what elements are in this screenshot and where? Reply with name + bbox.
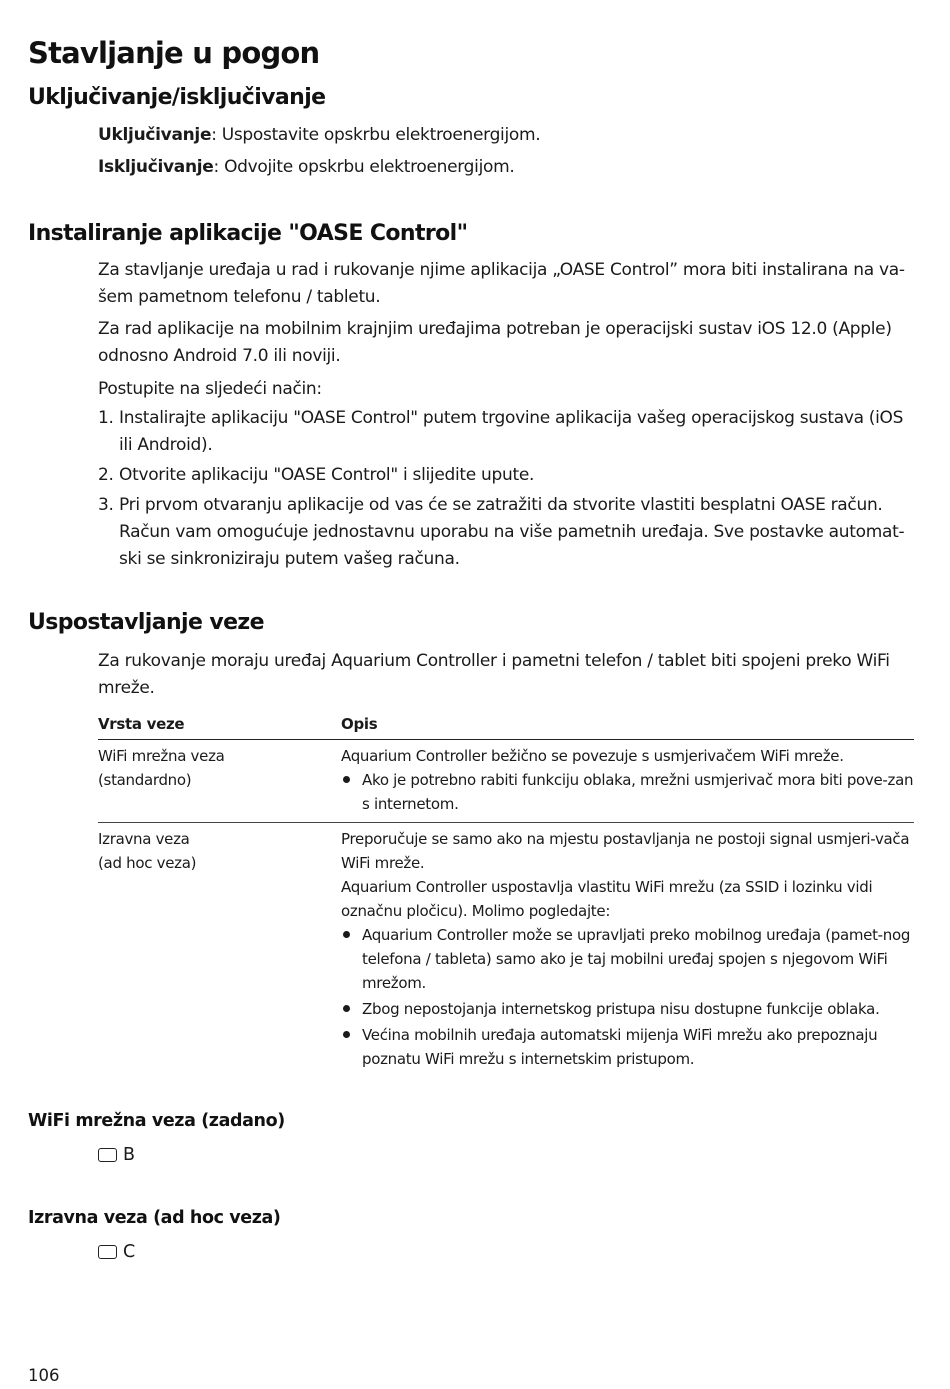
onoff-off-paragraph: [98, 154, 913, 181]
connection-description-cell: [341, 740, 914, 823]
connection-bullets: [341, 768, 914, 816]
figure-reference-icon: [98, 1148, 117, 1162]
page-number: 106: [28, 1366, 60, 1385]
connection-type-name: WiFi mrežna veza: [98, 747, 225, 765]
on-text: : Uspostavite opskrbu elektroenergijom.: [211, 125, 541, 145]
connection-type-note: (ad hoc veza): [98, 854, 197, 872]
onoff-heading: Uključivanje/isključivanje: [28, 85, 326, 110]
app-heading: Instaliranje aplikacije "OASE Control": [28, 221, 468, 246]
on-label: Uključivanje: [98, 125, 212, 145]
app-paragraph-1: Za stavljanje uređaja u rad i rukovanje njime aplikacija „OASE Control” mora biti instalirana na va-šem pametnom telefonu / tabletu.: [98, 260, 905, 307]
install-step: [98, 405, 913, 459]
adhoc-subheading: Izravna veza (ad hoc veza): [28, 1208, 281, 1228]
connection-type-cell: [98, 823, 341, 1078]
step-number: 1.: [98, 408, 114, 428]
connection-types-table: [98, 709, 914, 1077]
step-text: Otvorite aplikaciju "OASE Control" i slijedite upute.: [119, 465, 535, 485]
figure-reference-letter: C: [123, 1242, 136, 1262]
step-number: 2.: [98, 465, 114, 485]
bullet-item: Aquarium Controller može se upravljati preko mobilnog uređaja (pamet-nog telefona / tableta) samo ako je taj mobilni uređaj spojen s njegovom WiFi mrežom.: [341, 923, 914, 995]
step-number: 3.: [98, 495, 114, 515]
figure-reference-icon: [98, 1245, 117, 1259]
app-paragraph-3: Postupite na sljedeći način:: [98, 379, 322, 399]
table-header-description: Opis: [341, 709, 914, 740]
install-step: [98, 462, 913, 489]
connection-description: Preporučuje se samo ako na mjestu postavljanja ne postoji signal usmjeri-vača WiFi mreže.: [341, 830, 910, 872]
table-header-type: Vrsta veze: [98, 709, 341, 740]
figure-reference-letter: B: [123, 1145, 136, 1165]
connection-type-cell: [98, 740, 341, 823]
install-steps-list: [98, 405, 913, 576]
bullet-item: Zbog nepostojanja internetskog pristupa nisu dostupne funkcije oblaka.: [341, 997, 914, 1021]
step-text: Pri prvom otvaranju aplikacije od vas će se zatražiti da stvorite vlastiti besplatni OASE račun. Račun vam omogućuje jednostavnu uporabu na više pametnih uređaja. Sve postavke automat-ski se sinkroniziraju putem vašeg računa.: [119, 495, 905, 569]
onoff-on-paragraph: [98, 122, 913, 149]
table-row: [98, 823, 914, 1078]
connection-type-name: Izravna veza: [98, 830, 190, 848]
figure-reference-b: [98, 1145, 135, 1165]
app-paragraph-2: Za rad aplikacije na mobilnim krajnjim uređajima potreban je operacijski sustav iOS 12.0 (Apple) odnosno Android 7.0 ili noviji.: [98, 319, 892, 366]
page-title: Stavljanje u pogon: [28, 36, 320, 70]
connection-description-cell: [341, 823, 914, 1078]
figure-reference-c: [98, 1242, 135, 1262]
off-text: : Odvojite opskrbu elektroenergijom.: [213, 157, 515, 177]
connection-intro: Za rukovanje moraju uređaj Aquarium Controller i pametni telefon / tablet biti spojeni preko WiFi mreže.: [98, 651, 890, 698]
connection-description-extra: Aquarium Controller uspostavlja vlastitu WiFi mrežu (za SSID i lozinku vidi označnu pločicu). Molimo pogledajte:: [341, 878, 873, 920]
connection-description: Aquarium Controller bežično se povezuje s usmjerivačem WiFi mreže.: [341, 747, 844, 765]
connection-bullets: [341, 923, 914, 1071]
install-step: [98, 492, 913, 573]
table-header-row: [98, 709, 914, 740]
step-text: Instalirajte aplikaciju "OASE Control" putem trgovine aplikacija vašeg operacijskog sustava (iOS ili Android).: [119, 408, 904, 455]
bullet-item: Ako je potrebno rabiti funkciju oblaka, mrežni usmjerivač mora biti pove-zan s internetom.: [341, 768, 914, 816]
wifi-subheading: WiFi mrežna veza (zadano): [28, 1111, 285, 1131]
connection-type-note: (standardno): [98, 771, 192, 789]
off-label: Isključivanje: [98, 157, 214, 177]
connection-heading: Uspostavljanje veze: [28, 610, 264, 635]
bullet-item: Većina mobilnih uređaja automatski mijenja WiFi mrežu ako prepoznaju poznatu WiFi mrežu s internetskim pristupom.: [341, 1023, 914, 1071]
table-row: [98, 740, 914, 823]
